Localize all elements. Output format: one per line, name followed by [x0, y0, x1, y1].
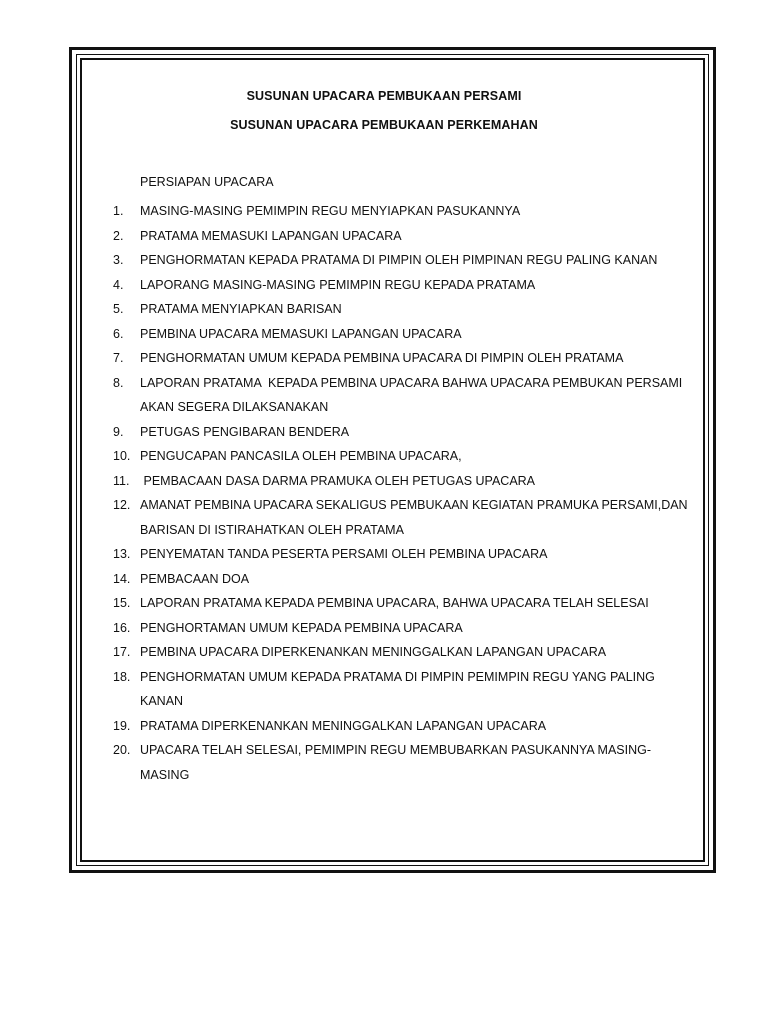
item-text: LAPORAN PRATAMA KEPADA PEMBINA UPACARA BAHWA UPACARA PEMBUKAN PERSAMI AKAN SEGERA DILAKSANAKAN: [140, 375, 686, 414]
list-item: [113, 248, 693, 273]
item-text: PRATAMA MEMASUKI LAPANGAN UPACARA: [140, 228, 402, 243]
page-subtitle: SUSUNAN UPACARA PEMBUKAAN PERKEMAHAN: [230, 118, 538, 132]
item-number: 11.: [113, 473, 130, 488]
item-number: 9.: [113, 424, 124, 439]
item-text: LAPORAN PRATAMA KEPADA PEMBINA UPACARA, BAHWA UPACARA TELAH SELESAI: [140, 596, 649, 610]
item-number: 16.: [113, 620, 131, 635]
list-item: [113, 591, 693, 616]
item-text: PEMBACAAN DOA: [140, 571, 250, 586]
list-item: [113, 738, 693, 787]
item-number: 7.: [113, 351, 124, 365]
item-text: PRATAMA DIPERKENANKAN MENINGGALKAN LAPANGAN UPACARA: [140, 718, 547, 733]
item-text: LAPORANG MASING-MASING PEMIMPIN REGU KEPADA PRATAMA: [140, 277, 536, 292]
item-text: PEMBINA UPACARA MEMASUKI LAPANGAN UPACARA: [140, 326, 462, 341]
item-number: 8.: [113, 375, 124, 390]
item-number: 13.: [113, 547, 131, 561]
list-item: [113, 714, 693, 739]
list-item: [113, 616, 693, 641]
item-text: PENGHORMATAN UMUM KEPADA PRATAMA DI PIMPIN PEMIMPIN REGU YANG PALING KANAN: [140, 669, 659, 708]
item-text: PEMBINA UPACARA DIPERKENANKAN MENINGGALKAN LAPANGAN UPACARA: [140, 645, 607, 659]
list-item: [113, 322, 693, 347]
list-item: [113, 224, 693, 249]
list-item: [113, 567, 693, 592]
list-item: [113, 665, 693, 714]
item-number: 10.: [113, 449, 131, 463]
item-text: AMANAT PEMBINA UPACARA SEKALIGUS PEMBUKAAN KEGIATAN PRAMUKA PERSAMI,DAN BARISAN DI ISTIRAHATKAN OLEH PRATAMA: [140, 498, 692, 537]
item-number: 20.: [113, 743, 131, 757]
list-item: [113, 542, 693, 567]
item-text: UPACARA TELAH SELESAI, PEMIMPIN REGU MEMBUBARKAN PASUKANNYA MASING-MASING: [140, 743, 651, 782]
item-number: 15.: [113, 596, 131, 610]
list-item: [113, 346, 693, 371]
item-text: PRATAMA MENYIAPKAN BARISAN: [140, 302, 342, 316]
list-item: [113, 469, 693, 494]
item-number: 6.: [113, 326, 124, 341]
intro-heading: PERSIAPAN UPACARA: [140, 175, 274, 189]
item-number: 18.: [113, 669, 131, 684]
item-text: PENGHORTAMAN UMUM KEPADA PEMBINA UPACARA: [140, 620, 463, 635]
list-item: [113, 199, 693, 224]
item-number: 17.: [113, 645, 131, 659]
item-text: PENGUCAPAN PANCASILA OLEH PEMBINA UPACARA,: [140, 449, 462, 463]
list-item: [113, 273, 693, 298]
item-number: 2.: [113, 228, 124, 243]
item-text: PETUGAS PENGIBARAN BENDERA: [140, 424, 350, 439]
item-number: 19.: [113, 718, 131, 733]
item-text: PENGHORMATAN UMUM KEPADA PEMBINA UPACARA DI PIMPIN OLEH PRATAMA: [140, 351, 624, 365]
list-item: [113, 444, 693, 469]
ceremony-steps-list: [113, 199, 693, 787]
list-item: [113, 297, 693, 322]
item-number: 4.: [113, 277, 124, 292]
item-number: 1.: [113, 204, 124, 218]
item-text: MASING-MASING PEMIMPIN REGU MENYIAPKAN PASUKANNYA: [140, 204, 521, 218]
item-text: PEMBACAAN DASA DARMA PRAMUKA OLEH PETUGAS UPACARA: [140, 473, 536, 488]
item-text: PENGHORMATAN KEPADA PRATAMA DI PIMPIN OLEH PIMPINAN REGU PALING KANAN: [140, 253, 658, 267]
list-item: [113, 640, 693, 665]
item-number: 14.: [113, 571, 131, 586]
item-text: PENYEMATAN TANDA PESERTA PERSAMI OLEH PEMBINA UPACARA: [140, 547, 548, 561]
list-item: [113, 371, 693, 420]
item-number: 3.: [113, 253, 124, 267]
list-item: [113, 493, 693, 542]
item-number: 12.: [113, 498, 131, 512]
list-item: [113, 420, 693, 445]
item-number: 5.: [113, 302, 124, 316]
page-title: SUSUNAN UPACARA PEMBUKAAN PERSAMI: [246, 89, 522, 103]
